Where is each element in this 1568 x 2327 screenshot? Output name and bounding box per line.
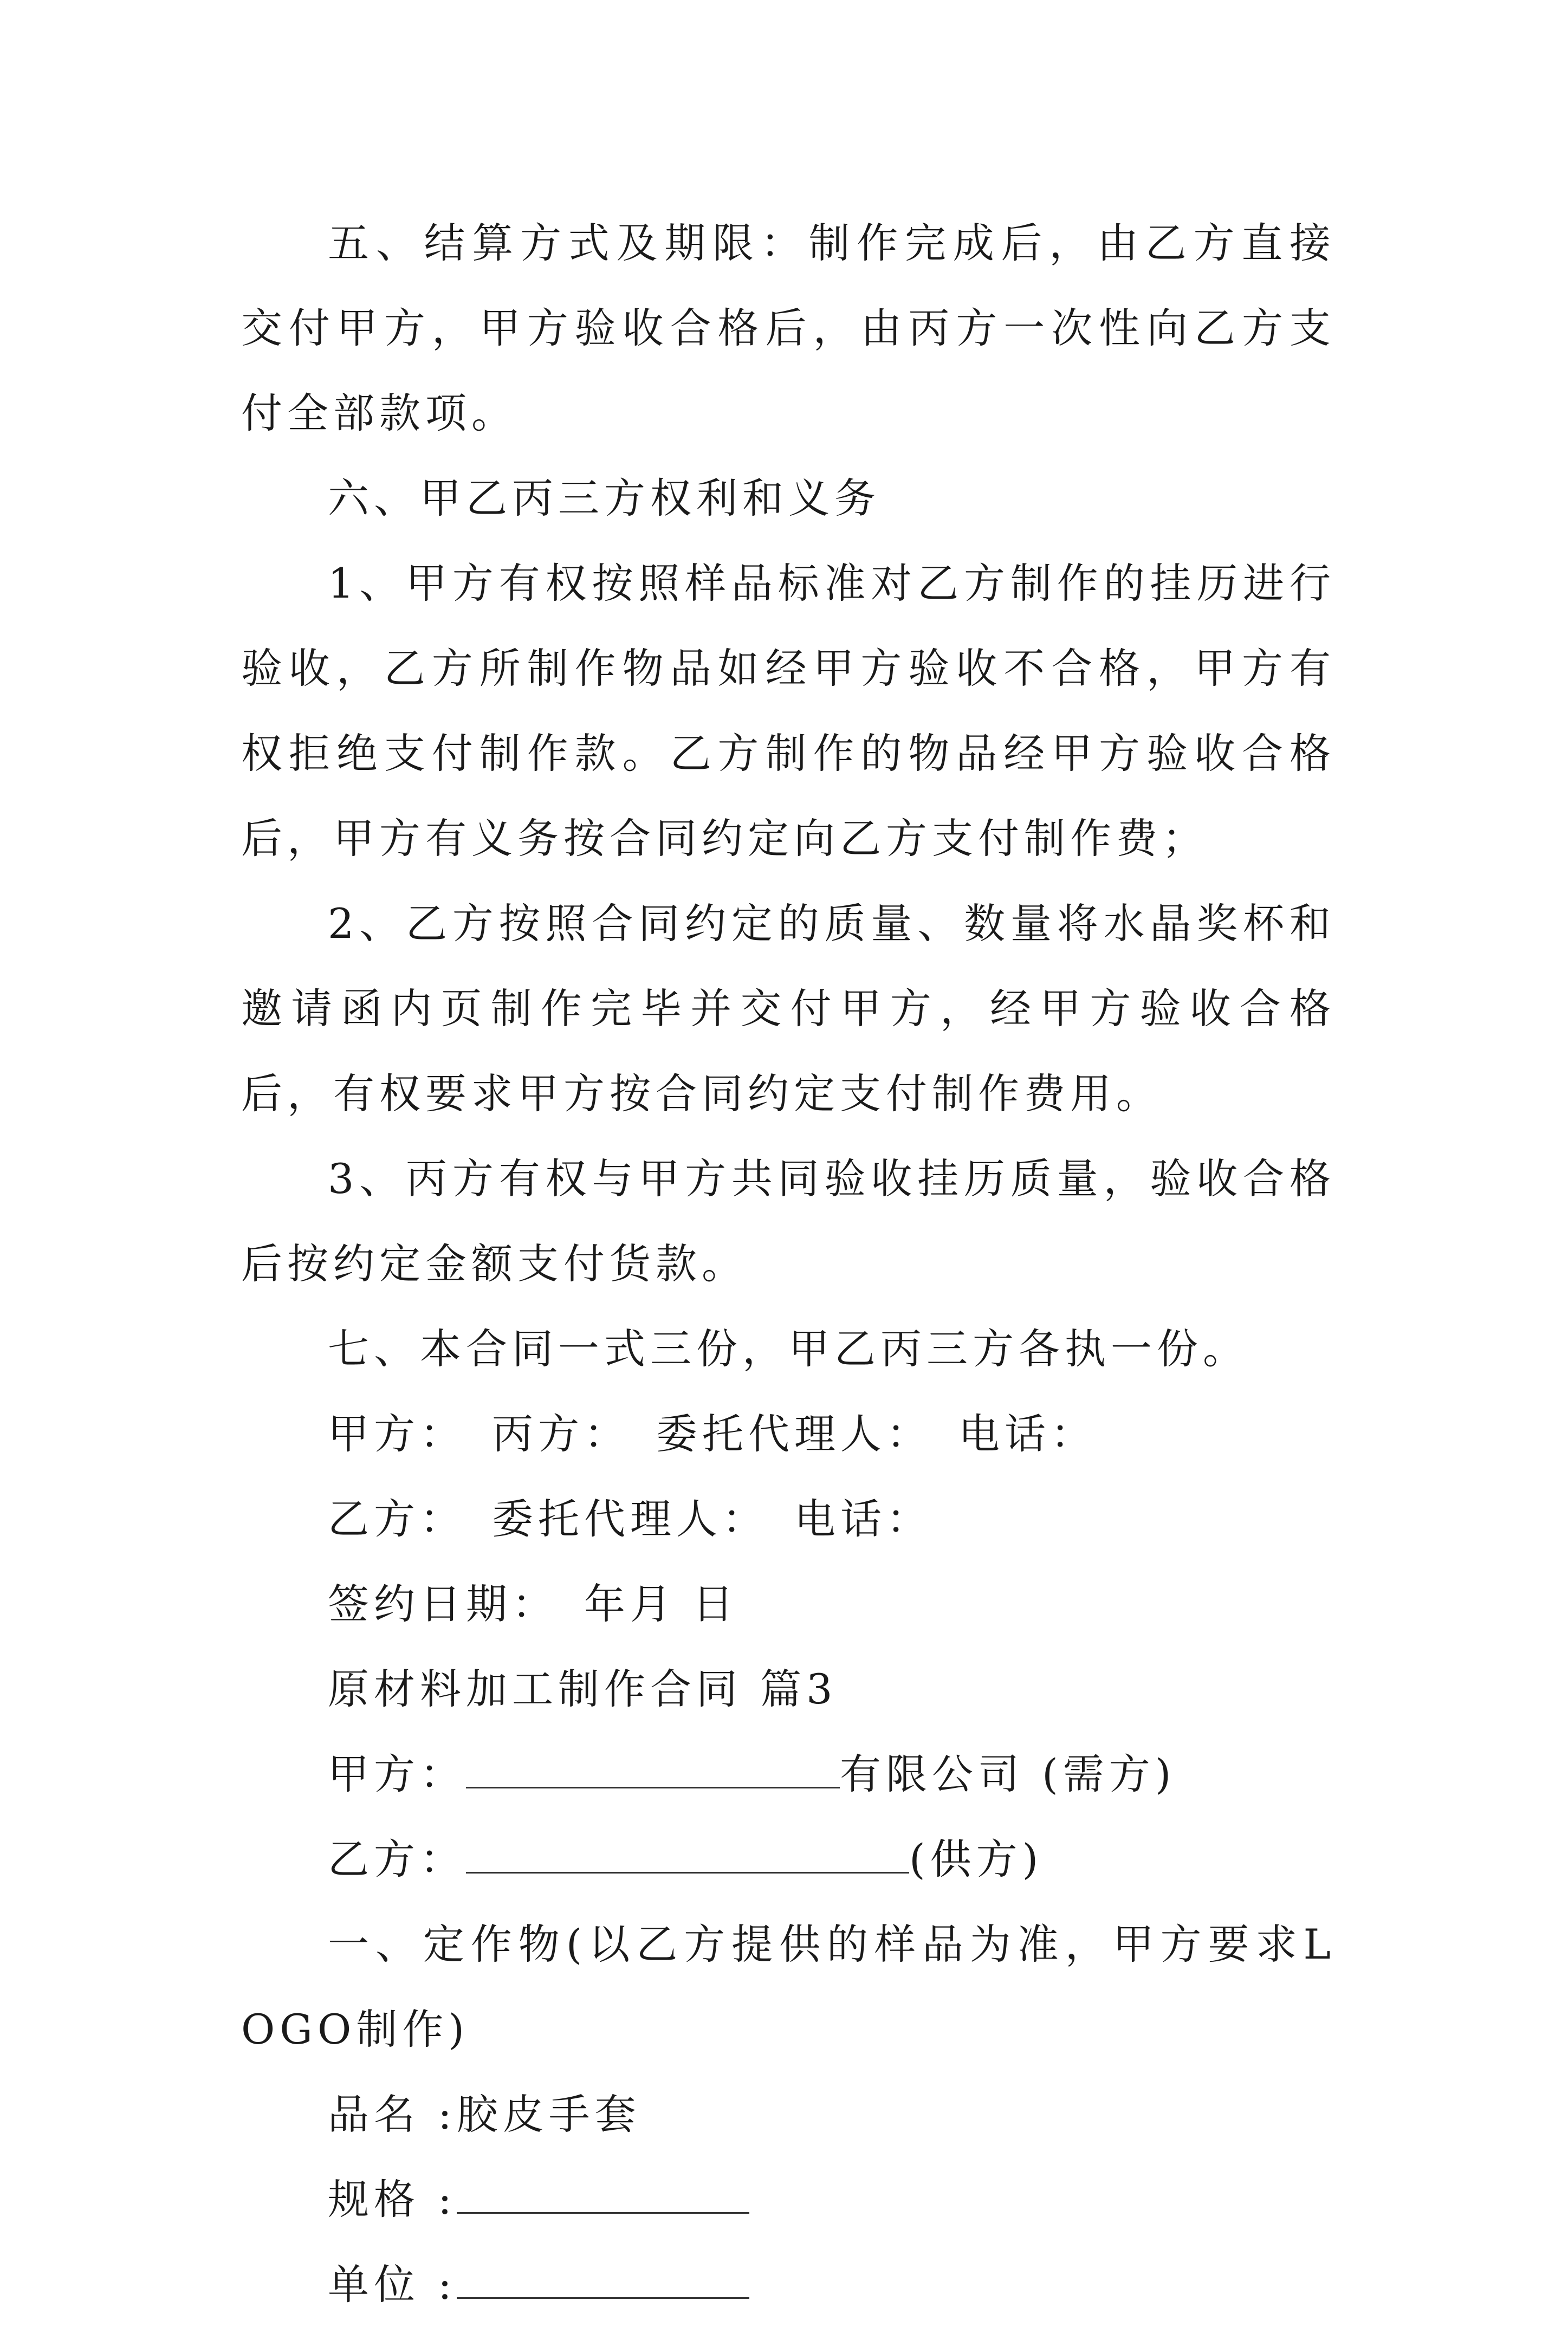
- clause-copies: 七、本合同一式三份，甲乙丙三方各执一份。: [328, 1325, 1249, 1373]
- signature-line-1: [241, 1391, 1336, 1476]
- clause-rights-item-2: 2、乙方按照合同约定的质量、数量将水晶奖杯和邀请函内页制作完毕并交付甲方，经甲方验收合格后，有权要求甲方按合同约定支付制作费用。: [241, 899, 1336, 1118]
- unit-blank[interactable]: [457, 2261, 749, 2299]
- signing-date-line: [241, 1561, 1336, 1647]
- contract-body: [241, 200, 1336, 2327]
- party-b-name-blank[interactable]: [466, 1836, 909, 1874]
- product-name-value: 胶皮手套: [456, 2090, 641, 2138]
- clause-rights-heading: 六、甲乙丙三方权利和义务: [328, 474, 880, 522]
- agent-signature-label: 委托代理人：: [656, 1410, 932, 1458]
- party-b-line: [241, 1817, 1336, 1902]
- clause-rights-item-1: 1、甲方有权按照样品标准对乙方制作的挂历进行验收，乙方所制作物品如经甲方验收不合格，甲方有权拒绝支付制作款。乙方制作的物品经甲方验收合格后，甲方有义务按合同约定向乙方支付制作费；: [241, 559, 1336, 863]
- signature-line-2: [241, 1476, 1336, 1561]
- agent-signature-label-2: 委托代理人：: [492, 1495, 768, 1543]
- party-b-signature-label: 乙方：: [328, 1495, 466, 1543]
- unit-line: [241, 2242, 1336, 2327]
- signing-date-day: 日: [692, 1580, 738, 1628]
- spec-label: 规格 :: [328, 2175, 457, 2224]
- clause-custom-item: 一、定作物(以乙方提供的样品为准，甲方要求LOGO制作): [241, 1920, 1336, 2053]
- party-a-name-blank[interactable]: [466, 1751, 840, 1788]
- clause-settlement: 五、结算方式及期限：制作完成后，由乙方直接交付甲方，甲方验收合格后，由丙方一次性向乙方支付全部款项。: [241, 219, 1336, 437]
- party-a-label: 甲方：: [328, 1750, 466, 1798]
- party-a-line: [241, 1732, 1336, 1817]
- party-b-label: 乙方：: [328, 1835, 466, 1883]
- phone-label: 电话：: [958, 1410, 1097, 1458]
- spec-blank[interactable]: [457, 2176, 749, 2214]
- signing-date-label: 签约日期：: [328, 1580, 558, 1628]
- party-a-signature-label: 甲方：: [328, 1410, 466, 1458]
- party-c-signature-label: 丙方：: [492, 1410, 630, 1458]
- signing-date-year-month: 年月: [584, 1580, 676, 1628]
- unit-label: 单位 :: [328, 2260, 457, 2309]
- party-b-suffix: (供方): [909, 1835, 1044, 1883]
- party-a-suffix: 有限公司 (需方): [840, 1750, 1176, 1798]
- spec-line: [241, 2157, 1336, 2242]
- product-name-label: 品名 :: [328, 2090, 457, 2138]
- clause-rights-item-3: 3、丙方有权与甲方共同验收挂历质量，验收合格后按约定金额支付货款。: [241, 1155, 1336, 1288]
- contract-3-heading: 原材料加工制作合同 篇3: [328, 1665, 838, 1713]
- phone-label-2: 电话：: [794, 1495, 932, 1543]
- product-name-line: [241, 2072, 1336, 2157]
